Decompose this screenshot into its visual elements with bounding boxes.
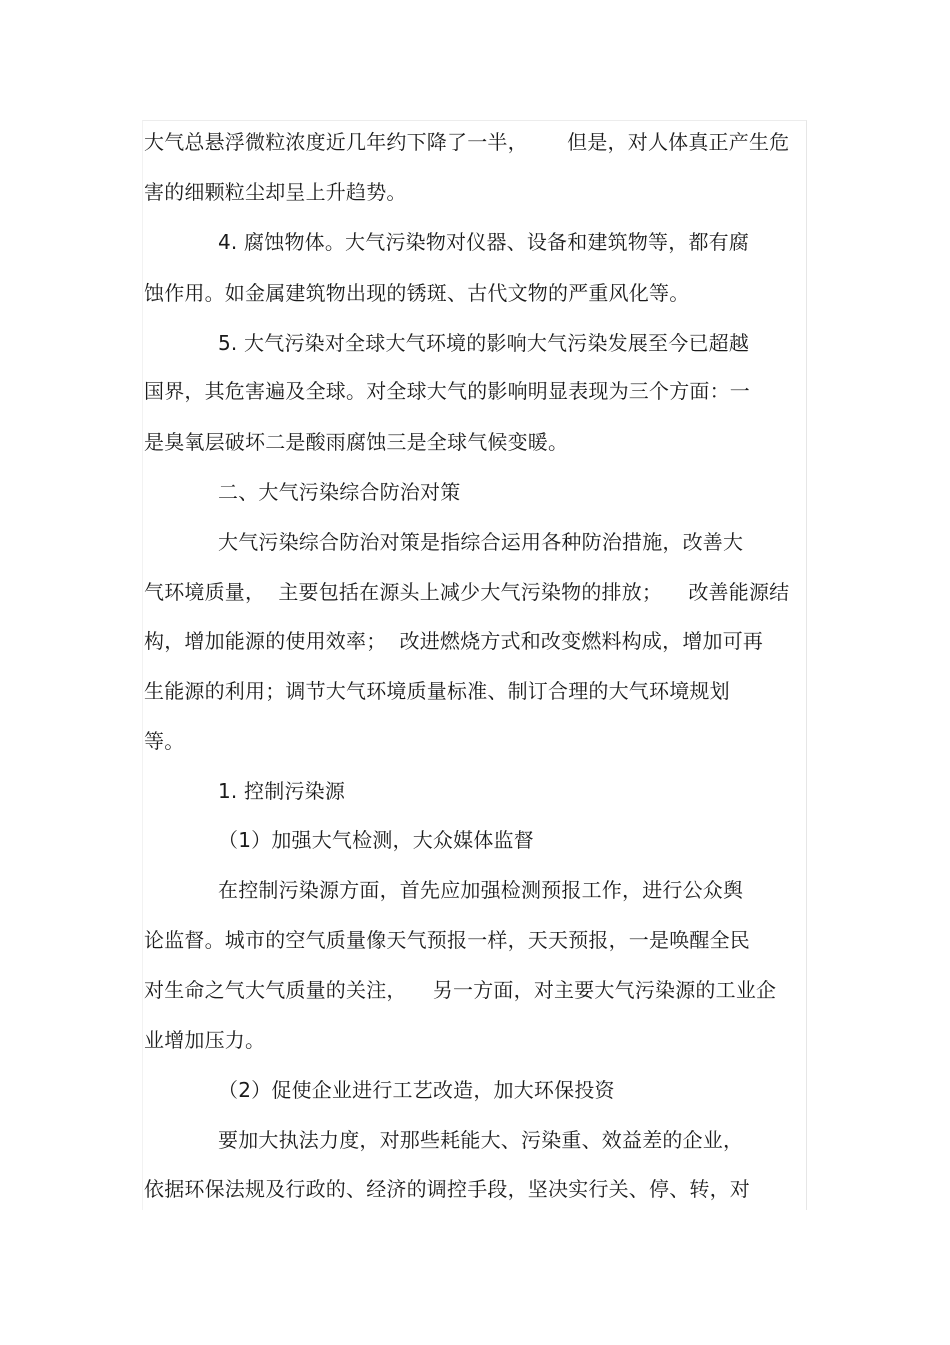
text-line: 蚀作用。如金属建筑物出现的锈斑、古代文物的严重风化等。 — [144, 281, 690, 305]
text-line: 等。 — [144, 729, 185, 753]
text-line: 是臭氧层破坏二是酸雨腐蚀三是全球气候变暖。 — [144, 430, 569, 454]
text-line: 5. 大气污染对全球大气环境的影响大气污染发展至今已超越 — [218, 331, 750, 355]
text-line: 国界，其危害遍及全球。对全球大气的影响明显表现为三个方面：一 — [144, 379, 750, 403]
text-line: 依据环保法规及行政的、经济的调控手段，坚决实行关、停、转，对 — [144, 1177, 750, 1201]
text-line: 在控制污染源方面，首先应加强检测预报工作，进行公众舆 — [218, 878, 744, 902]
text-line: 构，增加能源的使用效率； 改进燃烧方式和改变燃料构成，增加可再 — [144, 629, 764, 653]
subsection-heading: （1）加强大气检测，大众媒体监督 — [218, 828, 534, 852]
text-line: 害的细颗粒尘却呈上升趋势。 — [144, 180, 407, 204]
section-heading: 二、大气污染综合防治对策 — [218, 480, 461, 504]
text-line: 大气总悬浮微粒浓度近几年约下降了一半， 但是，对人体真正产生危 — [144, 130, 790, 154]
text-line: 论监督。城市的空气质量像天气预报一样，天天预报，一是唤醒全民 — [144, 928, 750, 952]
text-line: 4. 腐蚀物体。大气污染物对仪器、设备和建筑物等，都有腐 — [218, 230, 750, 254]
subsection-heading: 1. 控制污染源 — [218, 779, 346, 803]
text-line: 大气污染综合防治对策是指综合运用各种防治措施，改善大 — [218, 530, 744, 554]
text-line: 要加大执法力度，对那些耗能大、污染重、效益差的企业， — [218, 1128, 744, 1152]
text-line: 生能源的利用；调节大气环境质量标准、制订合理的大气环境规划 — [144, 679, 730, 703]
text-line: 对生命之气大气质量的关注， 另一方面，对主要大气污染源的工业企 — [144, 978, 777, 1002]
text-line: 业增加压力。 — [144, 1028, 266, 1052]
text-line: 气环境质量， 主要包括在源头上减少大气污染物的排放； 改善能源结 — [144, 580, 790, 604]
subsection-heading: （2）促使企业进行工艺改造，加大环保投资 — [218, 1078, 615, 1102]
